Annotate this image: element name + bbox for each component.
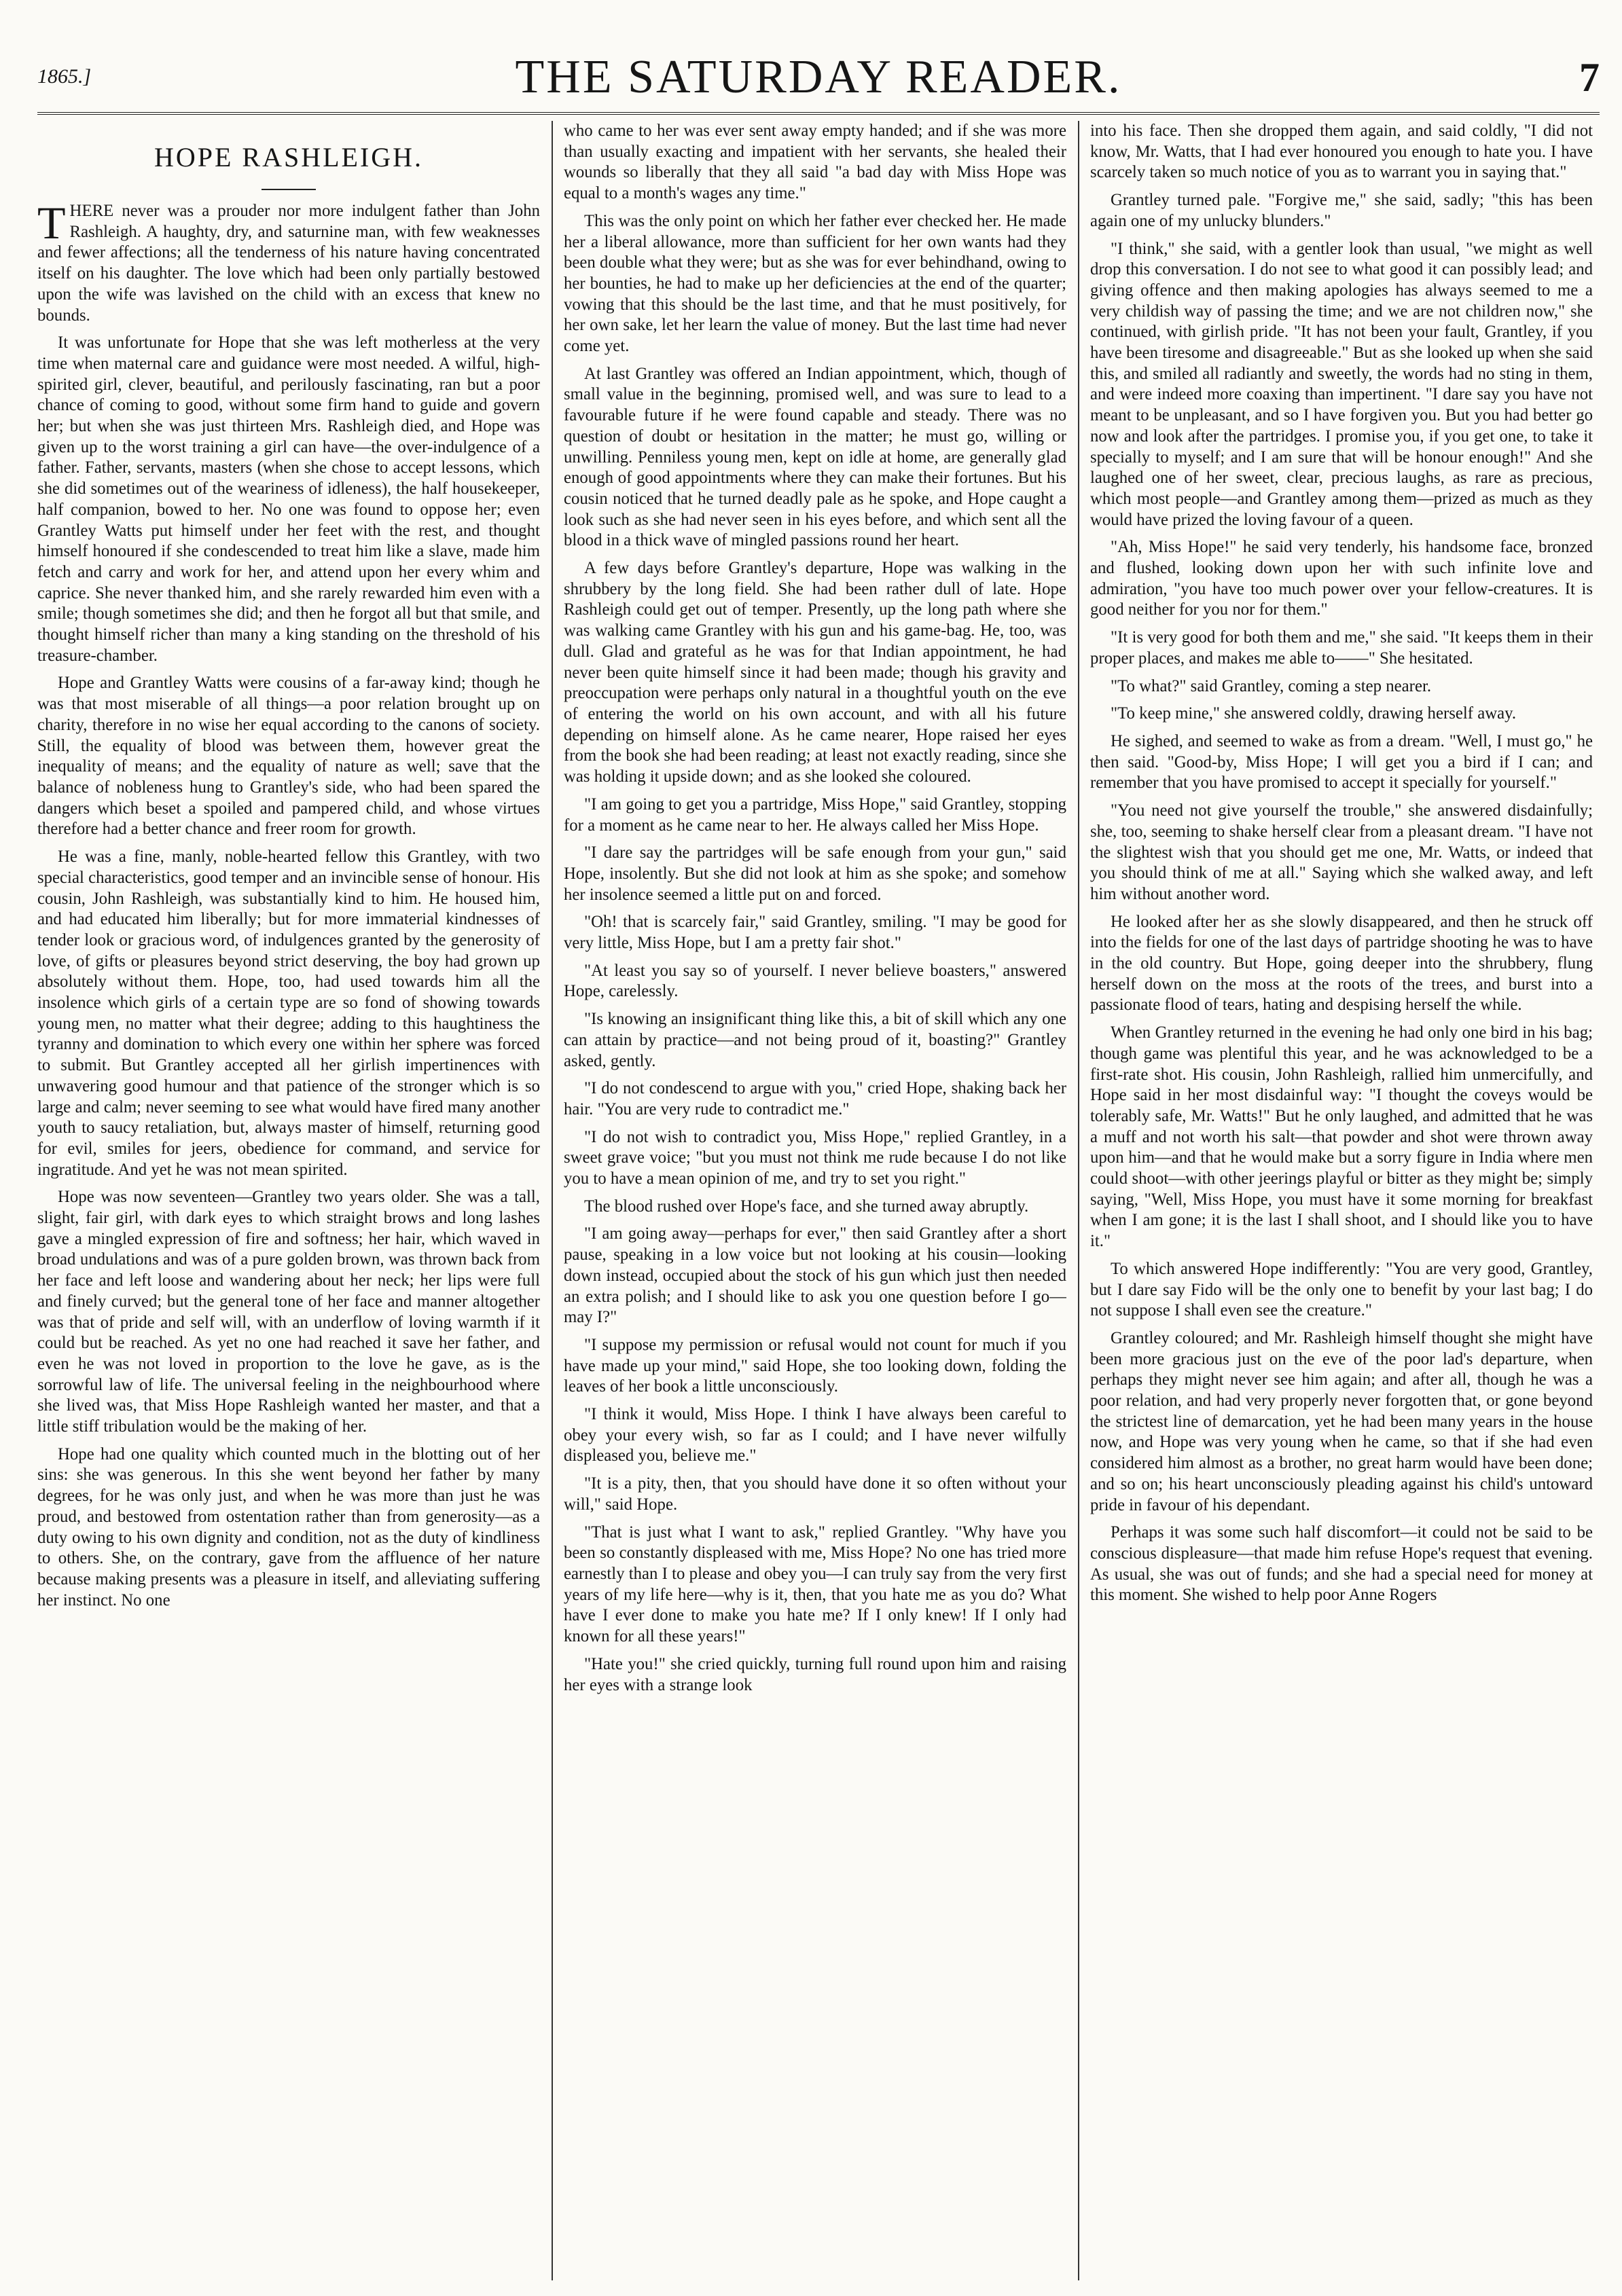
- column-divider: [1078, 121, 1079, 2280]
- paragraph: A few days before Grantley's departure, Hope was walking in the shrubbery by the long field. She had been rather dull of late. Hope Rashleigh could get out of temper. Presently, up the long path where she was walking came Grantley with his gun and his game-bag. He, too, was dull. Glad and grateful as he was for that Indian appointment, he had never been quite himself since it had been made; though his gravity and preoccupation were perhaps only natural in a thoughtful youth on the eve of entering the world on his own account, and with all his future depending on himself alone. As he came nearer, Hope raised her eyes from the book she had been reading; at least not exactly reading, since she was holding it upside down; and as she looked she coloured.: [564, 559, 1066, 786]
- paragraph: "To what?" said Grantley, coming a step nearer.: [1111, 676, 1432, 695]
- paragraph: He looked after her as she slowly disappeared, and then he struck off into the fields for one of the last days of partridge shooting he was to have in the old country. But Hope, going deeper into the shrubbery, flung herself down on the moss at the roots of the trees, and burst into a passionate flood of tears, hating and despising herself the while.: [1090, 912, 1593, 1015]
- column-2: [564, 121, 1066, 2280]
- paragraph: who came to her was ever sent away empty handed; and if she was more than usually exacting and impatient with her servants, she healed their wounds so liberally that they all said "a bad day with Miss Hope was equal to a month's wages any time.": [564, 122, 1066, 203]
- paragraph: At last Grantley was offered an Indian appointment, which, though of small value in the beginning, promised well, and was sure to lead to a favourable future if he were found capable and steady. There was no question of doubt or hesitation in the matter; he must go, willing or unwilling. Penniless young men, kept on idle at home, are generally glad enough of good appointments where they can make their fortunes. But his cousin noticed that he turned deadly pale as he spoke, and Hope caught a look such as she had never seen in his eyes before, and which sent all the blood in a thick wave of mingled passions round her heart.: [564, 364, 1066, 550]
- drop-cap: T: [37, 197, 66, 249]
- page-header: [37, 38, 1600, 106]
- masthead: THE SATURDAY READER.: [515, 51, 1122, 103]
- paragraph: "I suppose my permission or refusal would not count for much if you have made up your mind," said Hope, she too looking down, folding the leaves of her book a little unconsciously.: [564, 1335, 1066, 1396]
- paragraph: "I dare say the partridges will be safe enough from your gun," said Hope, insolently. But she did not look at him as she spoke; and somehow her insolence seemed a little put on and forced.: [564, 843, 1066, 904]
- column-divider: [552, 121, 553, 2280]
- paragraph: He sighed, and seemed to wake as from a dream. "Well, I must go," he then said. "Good-by, Miss Hope; I will get you a bird if I can; and remember that you have promised to accept it specially for yourself.": [1090, 731, 1593, 792]
- paragraph: "I think it would, Miss Hope. I think I have always been careful to obey your every wish, so far as I could; and I have never wilfully displeased you, believe me.": [564, 1405, 1066, 1465]
- paragraph: "I am going away—perhaps for ever," then said Grantley after a short pause, speaking in a low voice but not looking at his cousin—looking down instead, occupied about the stock of his gun which just then needed an extra polish; and I should like to ask you one question before I go—may I?": [564, 1224, 1066, 1327]
- paragraph: When Grantley returned in the evening he had only one bird in his bag; though game was plentiful this year, and he was acknowledged to be a first-rate shot. His cousin, John Rashleigh, rallied him unmercifully, and Hope said in her most disdainful way: "I thought the coveys would be tolerably safe, Mr. Watts!" But he only laughed, and admitted that he was a muff and not worth his salt—that powder and shot were thrown away upon him—and that he would make but a sorry figure in India where men could shoot—with other jeerings playful or bitter as they might be; simply saying, "Well, Miss Hope, you must have it some morning for breakfast when I am gone; it is the last I shall shoot, and I should like you to have it.": [1090, 1023, 1593, 1251]
- paragraph: "It is a pity, then, that you should have done it so often without your will," said Hope.: [564, 1474, 1066, 1514]
- paragraph: "Ah, Miss Hope!" he said very tenderly, his handsome face, bronzed and flushed, looking down upon her with such infinite love and admiration, "you have too much power over your fellow-creatures. It is good neither for you nor for them.": [1090, 538, 1593, 619]
- paragraph: "I think," she said, with a gentler look than usual, "we might as well drop this conversation. I do not see to what good it can possibly lead; and giving offence and then making apologies has always seemed to me a very childish way of passing the time; and we are not children now," she continued, with girlish pride. "It has not been your fault, Grantley, if you have been tiresome and disagreeable." But as she looked up when she said this, and smiled all radiantly and sweetly, the words had no sting in them, and were indeed more coaxing than impertinent. "I dare say you have not meant to be unpleasant, and so I have forgiven you. But you had better go now and look after the partridges. I promise you, if you get one, to take it specially to myself; and I am sure that will be honour enough!" And she laughed one of her sweet, clear, precious laughs, as rare as precious, which most people—and Grantley among them—prized as much as they would have prized the loving favour of a queen.: [1090, 239, 1593, 529]
- paragraph: He was a fine, manly, noble-hearted fellow this Grantley, with two special characteristics, good temper and an invincible sense of honour. His cousin, John Rashleigh, was substantially kind to him. He housed him, and had educated him liberally; but for more immaterial kindnesses of tender look or gracious word, of indulgences granted by the generosity of love, of gifts or pleasures beyond strict deserving, the boy had grown up absolutely without them. Hope, too, had used towards him all the insolence which girls of a certain type are so fond of showing towards young men, no matter what their degree; adding to this haughtiness the tyranny and domination to which every one within her sphere was forced to submit. But Grantley accepted all her girlish impertinences with unwavering good humour and that patience of the stronger which is so large and calm; never seeming to see what would have fired many another youth to saucy retaliation, but, always master of himself, returning good for evil, smiles for jeers, obedience for command, and service for ingratitude. And yet he was not mean spirited.: [37, 848, 540, 1179]
- paragraph-text: HERE never was a prouder nor more indulgent father than John Rashleigh. A haughty, dry, and saturnine man, with few weaknesses and fewer affections; all the tenderness of his nature having concentrated itself on his daughter. The love which had been only partially bestowed upon the wife was lavished on the child with an excess that knew no bounds.: [37, 202, 540, 325]
- paragraph: Grantley coloured; and Mr. Rashleigh himself thought she might have been more gracious just on the eve of the poor lad's departure, when perhaps they might never see him again; and after all, though he was a poor relation, and had very properly never forgotten that, or gone beyond the strictest line of demarcation, yet he had been many years in the house now, and Hope was very young when he came, so that if she had even considered him almost as a brother, no great harm would have been done; and so on; his heart unconsciously pleading against his child's untoward pride in favour of his dependant.: [1090, 1328, 1593, 1514]
- paragraph: "Hate you!" she cried quickly, turning full round upon him and raising her eyes with a strange look: [564, 1654, 1066, 1694]
- paragraph: [37, 197, 540, 326]
- paragraph: "To keep mine," she answered coldly, drawing herself away.: [1111, 704, 1517, 723]
- issue-date: 1865.]: [37, 65, 92, 88]
- title-rule: [262, 189, 316, 190]
- paragraph: Perhaps it was some such half discomfort—it could not be said to be conscious displeasure—that made him refuse Hope's request that evening. As usual, she was out of funds; and she had a special need for money at this moment. She wished to help poor Anne Rogers: [1090, 1523, 1593, 1605]
- article-title: HOPE RASHLEIGH.: [154, 142, 424, 172]
- paragraph: "It is very good for both them and me," she said. "It keeps them in their proper places, and makes me able to——" She hesitated.: [1090, 628, 1593, 668]
- page-number: 7: [1579, 55, 1600, 100]
- paragraph: "I do not condescend to argue with you," cried Hope, shaking back her hair. "You are very rude to contradict me.": [564, 1079, 1066, 1118]
- paragraph: Hope had one quality which counted much in the blotting out of her sins: she was generous. In this she went beyond her father by many degrees, for he was only just, and when he was more than just he was proud, and bestowed from ostentation rather than from generosity—as a duty owing to his own dignity and condition, not as the duty of kindliness to others. She, on the contrary, gave from the affluence of her nature because making presents was a pleasure in itself, and alleviating suffering her instinct. No one: [37, 1444, 540, 1609]
- paragraph: "Oh! that is scarcely fair," said Grantley, smiling. "I may be good for very little, Miss Hope, but I am a pretty fair shot.": [564, 913, 1066, 953]
- column-3: [1090, 121, 1593, 2280]
- paragraph: "That is just what I want to ask," replied Grantley. "Why have you been so constantly displeased with me, Miss Hope? No one has tried more earnestly than I to please and obey you—I can truly say from the very first years of my life here—why is it, then, that you hate me as you do? What have I ever done to make you hate me? If I only knew! If I only had known for all these years!": [564, 1523, 1066, 1646]
- paragraph: This was the only point on which her father ever checked her. He made her a liberal allowance, more than sufficient for her own wants had they been double what they were; but as she was for ever behindhand, owing to her bounties, he had to make up her deficiencies at the end of the quarter; vowing that this should be the last time, and that he must positively, for her own sake, let her learn the value of money. But the last time had never come yet.: [564, 211, 1066, 356]
- article-columns: [37, 121, 1593, 2280]
- paragraph: into his face. Then she dropped them again, and said coldly, "I did not know, Mr. Watts, that I had ever honoured you enough to hate you. I have scarcely taken so much notice of you as to warrant you in saying that.": [1090, 122, 1593, 182]
- paragraph: "I do not wish to contradict you, Miss Hope," replied Grantley, in a sweet grave voice; "but you must not think me rude because I do not like you to have a mean opinion of me, and try to set you right.": [564, 1127, 1066, 1188]
- paragraph: "At least you say so of yourself. I never believe boasters," answered Hope, carelessly.: [564, 961, 1066, 1001]
- paragraph: "I am going to get you a partridge, Miss Hope," said Grantley, stopping for a moment as he came near to her. He always called her Miss Hope.: [564, 795, 1066, 835]
- paragraph: Grantley turned pale. "Forgive me," she said, sadly; "this has been again one of my unlucky blunders.": [1090, 191, 1593, 230]
- paragraph: "Is knowing an insignificant thing like this, a bit of skill which any one can attain by practice—and not being proud of it, boasting?" Grantley asked, gently.: [564, 1010, 1066, 1070]
- paragraph: The blood rushed over Hope's face, and she turned away abruptly.: [584, 1197, 1029, 1216]
- paragraph: It was unfortunate for Hope that she was left motherless at the very time when maternal care and guidance were most needed. A wilful, high-spirited girl, clever, beautiful, and perilously fascinating, ran but a poor chance of coming to good, without some firm hand to guide and govern her; but when she was just thirteen Mrs. Rashleigh died, and Hope was given up to the worst training a girl can have—the over-indulgence of a father. Father, servants, masters (when she chose to accept lessons, which she did sometimes out of the weariness of idleness), the half housekeeper, half companion, bowed to her. No one was found to oppose her; even Grantley Watts put himself under her feet with the rest, and thought himself honoured if she condescended to treat him like a slave, made him fetch and carry and work for her, and attend upon her every whim and caprice. She never thanked him, and she rarely rewarded him even with a smile; though sometimes she did; and then he forgot all but that smile, and thought himself richer than many a king standing on the threshold of his treasure-chamber.: [37, 333, 540, 665]
- header-rule: [37, 112, 1600, 115]
- paragraph: Hope was now seventeen—Grantley two years older. She was a tall, slight, fair girl, with dark eyes to which straight brows and long lashes gave a mingled expression of fire and softness; her hair, which waved in broad undulations and was of a pure golden brown, was thrown back from her face and left loose and wandering about her neck; her lips were full and finely curved; but the general tone of her face and manner altogether was that of pride and self will, with an underflow of loving warmth if it could but be reached. As yet no one had reached it save her father, and even he was not loved in proportion to the love he gave, as is the sorrowful law of life. The universal feeling in the neighbourhood where she lived was, that Miss Hope Rashleigh wanted her master, and that a little stiff tribulation would be the making of her.: [37, 1188, 540, 1436]
- column-1: [37, 121, 540, 2280]
- paragraph: Hope and Grantley Watts were cousins of a far-away kind; though he was that most miserable of all things—a poor relation brought up on charity, therefore in no wise her equal according to the canons of society. Still, the equality of blood was between them, however great the inequality of means; and the equality of nature as well; save that the balance of nobleness hung to Grantley's side, who had been spared the dangers which beset a spoiled and pampered child, and whose virtues therefore had a better chance and freer room for growth.: [37, 674, 540, 839]
- paragraph: "You need not give yourself the trouble," she answered disdainfully; she, too, seeming to shake herself clear from a pleasant dream. "I have not the slightest wish that you should get me one, Mr. Watts, or indeed that you should think of me at all." Saying which she walked away, and left him without another word.: [1090, 801, 1593, 903]
- paragraph: To which answered Hope indifferently: "You are very good, Grantley, but I dare say Fido will be the only one to benefit by your last bag; I do not suppose I shall even see the creature.": [1090, 1259, 1593, 1320]
